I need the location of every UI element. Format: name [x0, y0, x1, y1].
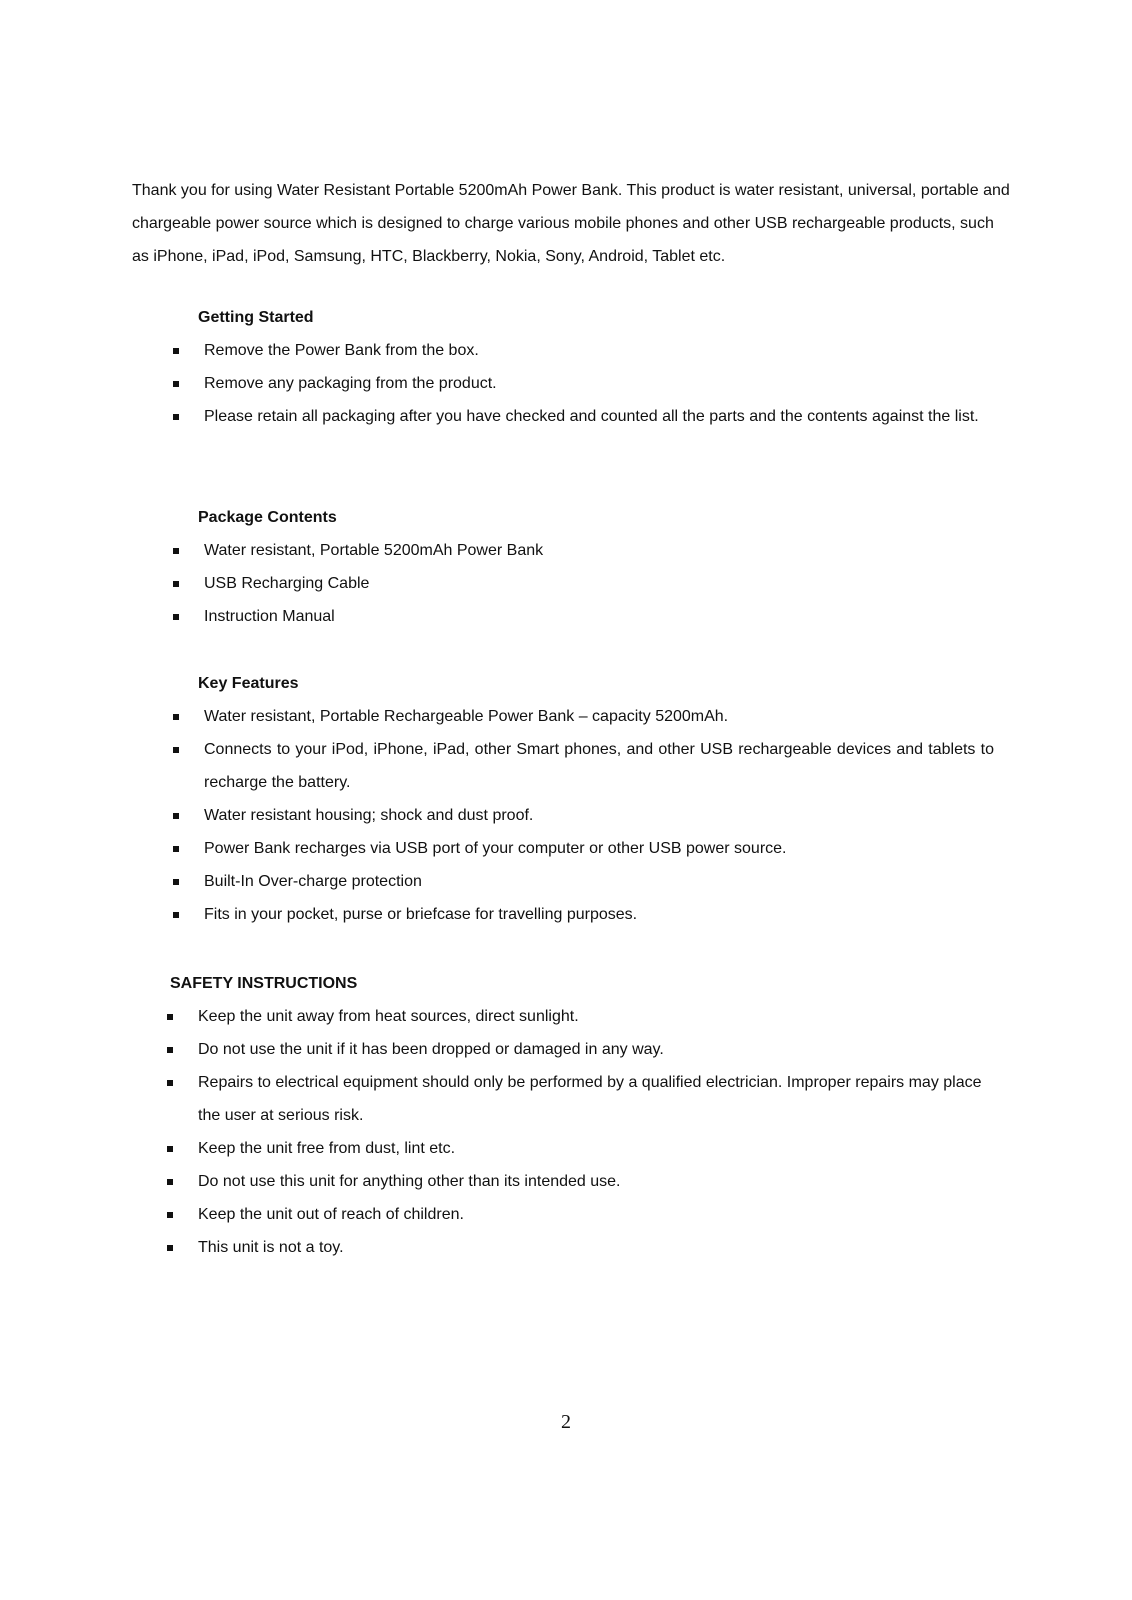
bullet-icon — [167, 1212, 173, 1218]
intro-paragraph: Thank you for using Water Resistant Portable 5200mAh Power Bank. This product is water resistant, universal, portable and chargeable power source which is designed to charge various mobile phones and other USB rechargeable products, such as iPhone, iPad, iPod, Samsung, HTC, Blackberry, Nokia, Sony, Android, Tablet etc. — [132, 182, 1010, 265]
package-contents-list — [204, 534, 1004, 633]
list-item — [198, 1231, 1004, 1264]
bullet-icon — [167, 1245, 173, 1251]
list-item-text: Connects to your iPod, iPhone, iPad, other Smart phones, and other USB rechargeable devices and tablets to recharge the battery. — [204, 741, 994, 791]
list-item-text: Do not use the unit if it has been dropped or damaged in any way. — [198, 1041, 664, 1058]
getting-started-heading: Getting Started — [198, 309, 314, 326]
package-contents-heading: Package Contents — [198, 509, 337, 526]
list-item — [198, 1198, 1004, 1231]
list-item — [204, 898, 994, 931]
bullet-icon — [167, 1014, 173, 1020]
list-item — [198, 1132, 1004, 1165]
list-item-text: USB Recharging Cable — [204, 575, 370, 592]
list-item-text: Repairs to electrical equipment should only be performed by a qualified electrician. Improper repairs may place the user at serious risk. — [198, 1074, 982, 1124]
bullet-icon — [173, 581, 179, 587]
key-features-heading: Key Features — [198, 675, 299, 692]
bullet-icon — [173, 348, 179, 354]
list-item-text: Please retain all packaging after you have checked and counted all the parts and the contents against the list. — [204, 408, 979, 425]
list-item — [204, 700, 994, 733]
bullet-icon — [173, 548, 179, 554]
bullet-icon — [167, 1179, 173, 1185]
page-number: 2 — [561, 1411, 571, 1433]
list-item-text: Fits in your pocket, purse or briefcase for travelling purposes. — [204, 906, 638, 923]
list-item-text: Keep the unit out of reach of children. — [198, 1206, 464, 1223]
list-item — [204, 334, 1004, 367]
key-features-list — [204, 700, 994, 931]
list-item-text: Water resistant, Portable Rechargeable Power Bank – capacity 5200mAh. — [204, 708, 729, 725]
list-item — [204, 865, 994, 898]
list-item — [204, 832, 994, 865]
list-item — [198, 1000, 1004, 1033]
bullet-icon — [173, 747, 179, 753]
bullet-icon — [173, 813, 179, 819]
bullet-icon — [173, 381, 179, 387]
list-item — [198, 1066, 1004, 1132]
list-item-text: This unit is not a toy. — [198, 1239, 344, 1256]
list-item — [198, 1033, 1004, 1066]
list-item-text: Remove the Power Bank from the box. — [204, 342, 479, 359]
bullet-icon — [173, 879, 179, 885]
list-item-text: Remove any packaging from the product. — [204, 375, 497, 392]
bullet-icon — [173, 912, 179, 918]
list-item — [204, 733, 994, 799]
list-item-text: Power Bank recharges via USB port of your computer or other USB power source. — [204, 840, 787, 857]
getting-started-list — [204, 334, 1004, 433]
list-item-text: Do not use this unit for anything other than its intended use. — [198, 1173, 621, 1190]
list-item — [204, 400, 1004, 433]
list-item — [204, 367, 1004, 400]
list-item-text: Water resistant, Portable 5200mAh Power Bank — [204, 542, 544, 559]
list-item — [198, 1165, 1004, 1198]
bullet-icon — [173, 414, 179, 420]
bullet-icon — [167, 1080, 173, 1086]
list-item-text: Water resistant housing; shock and dust proof. — [204, 807, 534, 824]
bullet-icon — [167, 1146, 173, 1152]
bullet-icon — [173, 714, 179, 720]
list-item-text: Keep the unit away from heat sources, direct sunlight. — [198, 1008, 579, 1025]
list-item-text: Built-In Over-charge protection — [204, 873, 422, 890]
safety-instructions-heading: SAFETY INSTRUCTIONS — [170, 975, 358, 992]
list-item — [204, 600, 1004, 633]
bullet-icon — [173, 614, 179, 620]
list-item-text: Keep the unit free from dust, lint etc. — [198, 1140, 456, 1157]
safety-instructions-list — [198, 1000, 1004, 1264]
list-item — [204, 799, 994, 832]
list-item — [204, 534, 1004, 567]
bullet-icon — [173, 846, 179, 852]
list-item-text: Instruction Manual — [204, 608, 335, 625]
list-item — [204, 567, 1004, 600]
bullet-icon — [167, 1047, 173, 1053]
